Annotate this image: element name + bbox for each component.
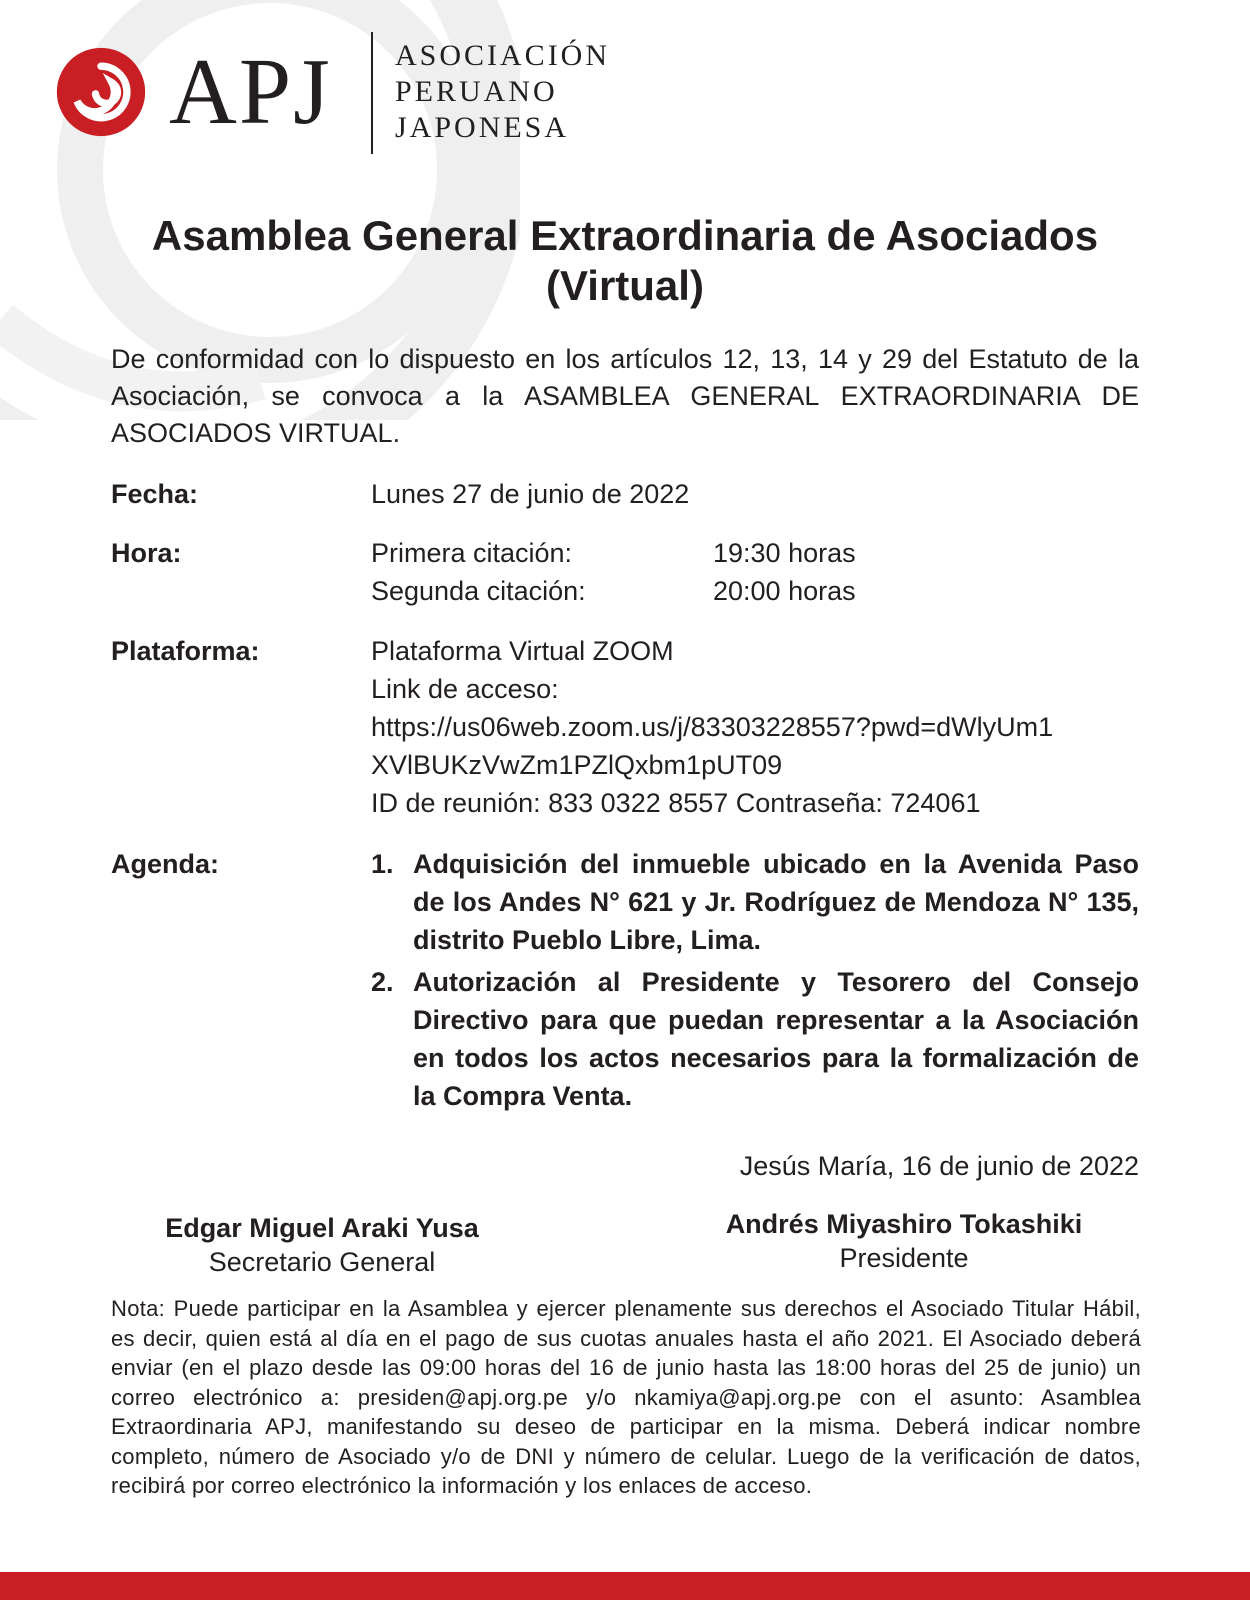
agenda-item-number: 1. bbox=[371, 849, 394, 879]
signature-presidente bbox=[684, 1207, 1124, 1275]
signatory-name: Andrés Miyashiro Tokashiki bbox=[725, 1209, 1083, 1239]
document-title-line-1: Asamblea General Extraordinaria de Asociados bbox=[151, 212, 1099, 259]
signature-secretario bbox=[122, 1211, 522, 1279]
apj-logo bbox=[55, 32, 655, 162]
agenda-item-text: Adquisición del inmueble ubicado en la Avenida Paso de los Andes N° 621 y Jr. Rodríguez de Mendoza N° 135, distrito Pueblo Libre, Lima. bbox=[413, 849, 1139, 955]
agenda-item bbox=[371, 845, 1139, 959]
logo-divider bbox=[371, 32, 373, 154]
agenda-list bbox=[371, 845, 1139, 1119]
plataforma-label: Plataforma: bbox=[111, 636, 260, 666]
fecha-value: Lunes 27 de junio de 2022 bbox=[371, 479, 690, 509]
signatory-role: Presidente bbox=[839, 1243, 969, 1273]
fecha-label: Fecha: bbox=[111, 479, 199, 509]
agenda-item-number: 2. bbox=[371, 967, 394, 997]
logo-abbreviation: APJ bbox=[169, 40, 332, 144]
link-acceso-label: Link de acceso: bbox=[371, 674, 559, 704]
logo-name-line-1: ASOCIACIÓN bbox=[395, 39, 611, 72]
segunda-citacion-label: Segunda citación: bbox=[371, 576, 586, 606]
logo-name-line-3: JAPONESA bbox=[395, 111, 570, 144]
segunda-citacion-value: 20:00 horas bbox=[713, 576, 856, 606]
footer-red-bar bbox=[0, 1572, 1250, 1600]
signatory-name: Edgar Miguel Araki Yusa bbox=[165, 1213, 479, 1243]
agenda-item bbox=[371, 963, 1139, 1115]
primera-citacion-label: Primera citación: bbox=[371, 538, 573, 568]
zoom-link-line-1[interactable]: https://us06web.zoom.us/j/83303228557?pwd=dWlyUm1 bbox=[371, 712, 1054, 742]
document-title-line-2: (Virtual) bbox=[546, 262, 704, 309]
agenda-label: Agenda: bbox=[111, 849, 219, 879]
primera-citacion-value: 19:30 horas bbox=[713, 538, 856, 568]
signatory-role: Secretario General bbox=[208, 1247, 436, 1277]
note-paragraph: Nota: Puede participar en la Asamblea y ejercer plenamente sus derechos el Asociado Titular Hábil, es decir, quien está al día en el pago de sus cuotas anuales hasta el año 2021. El Asociado deberá enviar (en el plazo desde las 09:00 horas del 16 de junio hasta las 18:00 horas del 25 de junio) un correo electrónico a: presiden@apj.org.pe y/o nkamiya@apj.org.pe con el asunto: Asamblea Extraordinaria APJ, manifestando su deseo de participar en la misma. Deberá indicar nombre completo, número de Asociado y/o de DNI y número de celular. Luego de la verificación de datos, recibirá por correo electrónico la información y los enlaces de acceso. bbox=[111, 1296, 1141, 1498]
place-and-date: Jesús María, 16 de junio de 2022 bbox=[739, 1151, 1139, 1181]
logo-name-line-2: PERUANO bbox=[395, 75, 558, 108]
apj-swirl-logo-icon bbox=[55, 46, 147, 138]
agenda-item-text: Autorización al Presidente y Tesorero del Consejo Directivo para que puedan representar a la Asociación en todos los actos necesarios para la formalización de la Compra Venta. bbox=[413, 967, 1139, 1111]
logo-organization-name bbox=[395, 38, 610, 146]
zoom-link-line-2[interactable]: XVlBUKzVwZm1PZlQxbm1pUT09 bbox=[371, 750, 783, 780]
hora-label: Hora: bbox=[111, 538, 182, 568]
plataforma-name: Plataforma Virtual ZOOM bbox=[371, 636, 674, 666]
meeting-id-password: ID de reunión: 833 0322 8557 Contraseña: 724061 bbox=[371, 788, 981, 818]
intro-paragraph: De conformidad con lo dispuesto en los artículos 12, 13, 14 y 29 del Estatuto de la Asociación, se convoca a la ASAMBLEA GENERAL EXTRAORDINARIA DE ASOCIADOS VIRTUAL. bbox=[111, 344, 1139, 448]
